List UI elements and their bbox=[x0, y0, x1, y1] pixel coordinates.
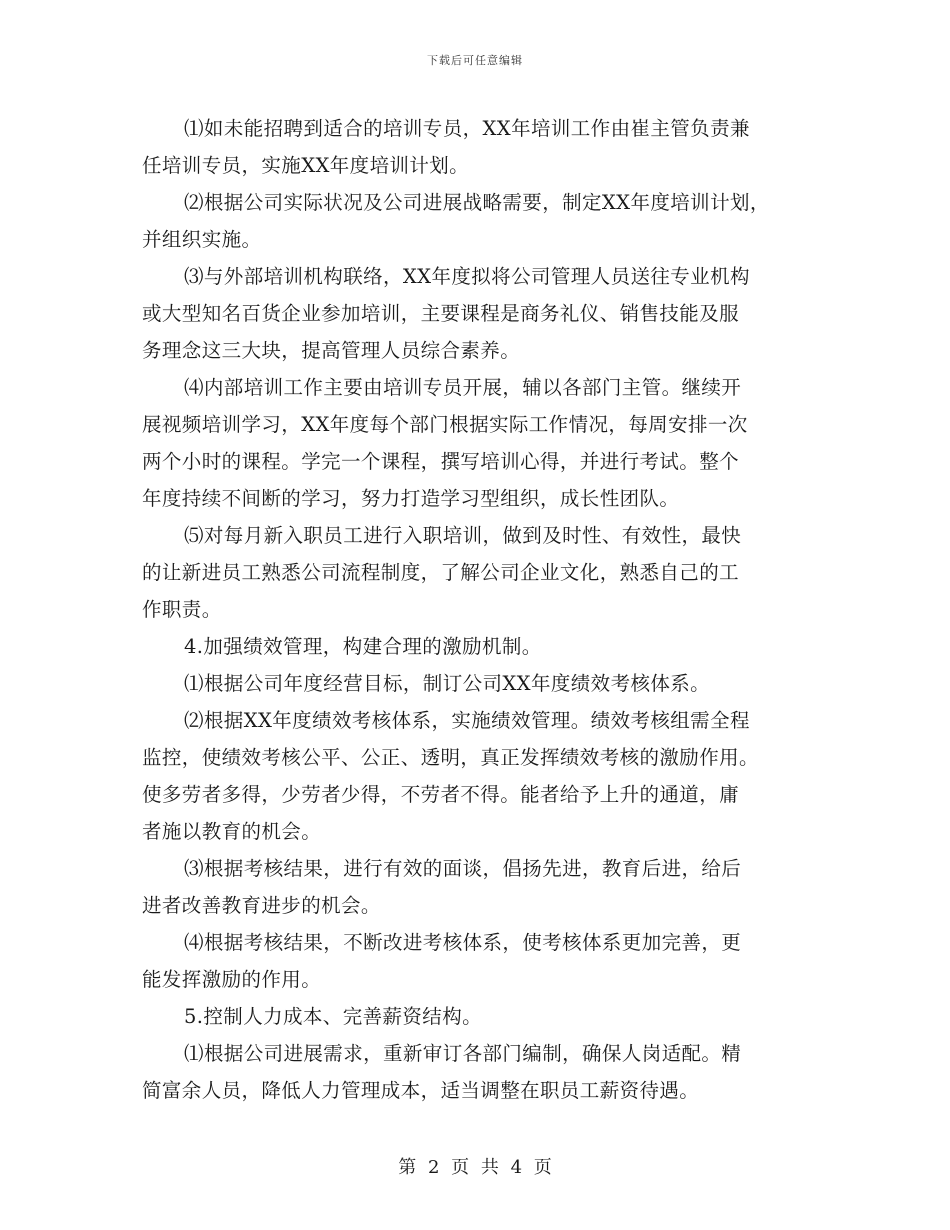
text-line: 或大型知名百货企业参加培训，主要课程是商务礼仪、销售技能及服 bbox=[142, 302, 740, 325]
text-line: 使多劳者多得，少劳者少得，不劳者不得。能者给予上升的通道，庸 bbox=[142, 783, 740, 806]
text-line: 两个小时的课程。学完一个课程，撰写培训心得，并进行考试。整个 bbox=[142, 450, 740, 473]
text-line: 简富余人员，降低人力管理成本，适当调整在职员工薪资待遇。 bbox=[142, 1079, 700, 1102]
document-body bbox=[142, 110, 832, 1109]
text-line: 并组织实施。 bbox=[142, 228, 262, 251]
text-line: 能发挥激励的作用。 bbox=[142, 968, 322, 991]
text-line: ⑶根据考核结果，进行有效的面谈，倡扬先进，教育后进，给后 bbox=[184, 857, 742, 880]
text-line: ⑴根据公司进展需求，重新审订各部门编制，确保人岗适配。精 bbox=[184, 1042, 742, 1065]
text-line: 的让新进员工熟悉公司流程制度，了解公司企业文化，熟悉自己的工 bbox=[142, 561, 740, 584]
text-line: ⑷根据考核结果，不断改进考核体系，使考核体系更加完善，更 bbox=[184, 931, 742, 954]
text-line: 展视频培训学习，XX年度每个部门根据实际工作情况，每周安排一次 bbox=[142, 413, 748, 436]
text-line: ⑶与外部培训机构联络，XX年度拟将公司管理人员送往专业机构 bbox=[184, 265, 750, 288]
text-line: 年度持续不间断的学习，努力打造学习型组织，成长性团队。 bbox=[142, 487, 680, 510]
text-line: 监控，使绩效考核公平、公正、透明，真正发挥绩效考核的激励作用。 bbox=[142, 746, 759, 769]
text-line: ⑵根据公司实际状况及公司进展战略需要，制定XX年度培训计划， bbox=[184, 191, 770, 214]
text-line: ⑸对每月新入职员工进行入职培训，做到及时性、有效性，最快 bbox=[184, 524, 742, 547]
text-line: ⑷内部培训工作主要由培训专员开展，辅以各部门主管。继续开 bbox=[184, 376, 742, 399]
text-line: 作职责。 bbox=[142, 598, 222, 621]
text-line: 任培训专员，实施XX年度培训计划。 bbox=[142, 154, 470, 177]
text-line: 5.控制人力成本、完善薪资结构。 bbox=[184, 1005, 483, 1028]
text-line: ⑵根据XX年度绩效考核体系，实施绩效管理。绩效考核组需全程 bbox=[184, 709, 750, 732]
text-line: ⑴根据公司年度经营目标，制订公司XX年度绩效考核体系。 bbox=[184, 672, 711, 695]
text-line: 进者改善教育进步的机会。 bbox=[142, 894, 381, 917]
text-line: ⑴如未能招聘到适合的培训专员，XX年培训工作由崔主管负责兼 bbox=[184, 117, 750, 140]
page-number: 第 2 页 共 4 页 bbox=[398, 1157, 552, 1178]
text-line: 务理念这三大块，提高管理人员综合素养。 bbox=[142, 339, 521, 362]
page-header: 下载后可任意编辑 bbox=[427, 54, 523, 67]
text-line: 者施以教育的机会。 bbox=[142, 820, 322, 843]
text-line: 4.加强绩效管理，构建合理的激励机制。 bbox=[184, 635, 542, 658]
